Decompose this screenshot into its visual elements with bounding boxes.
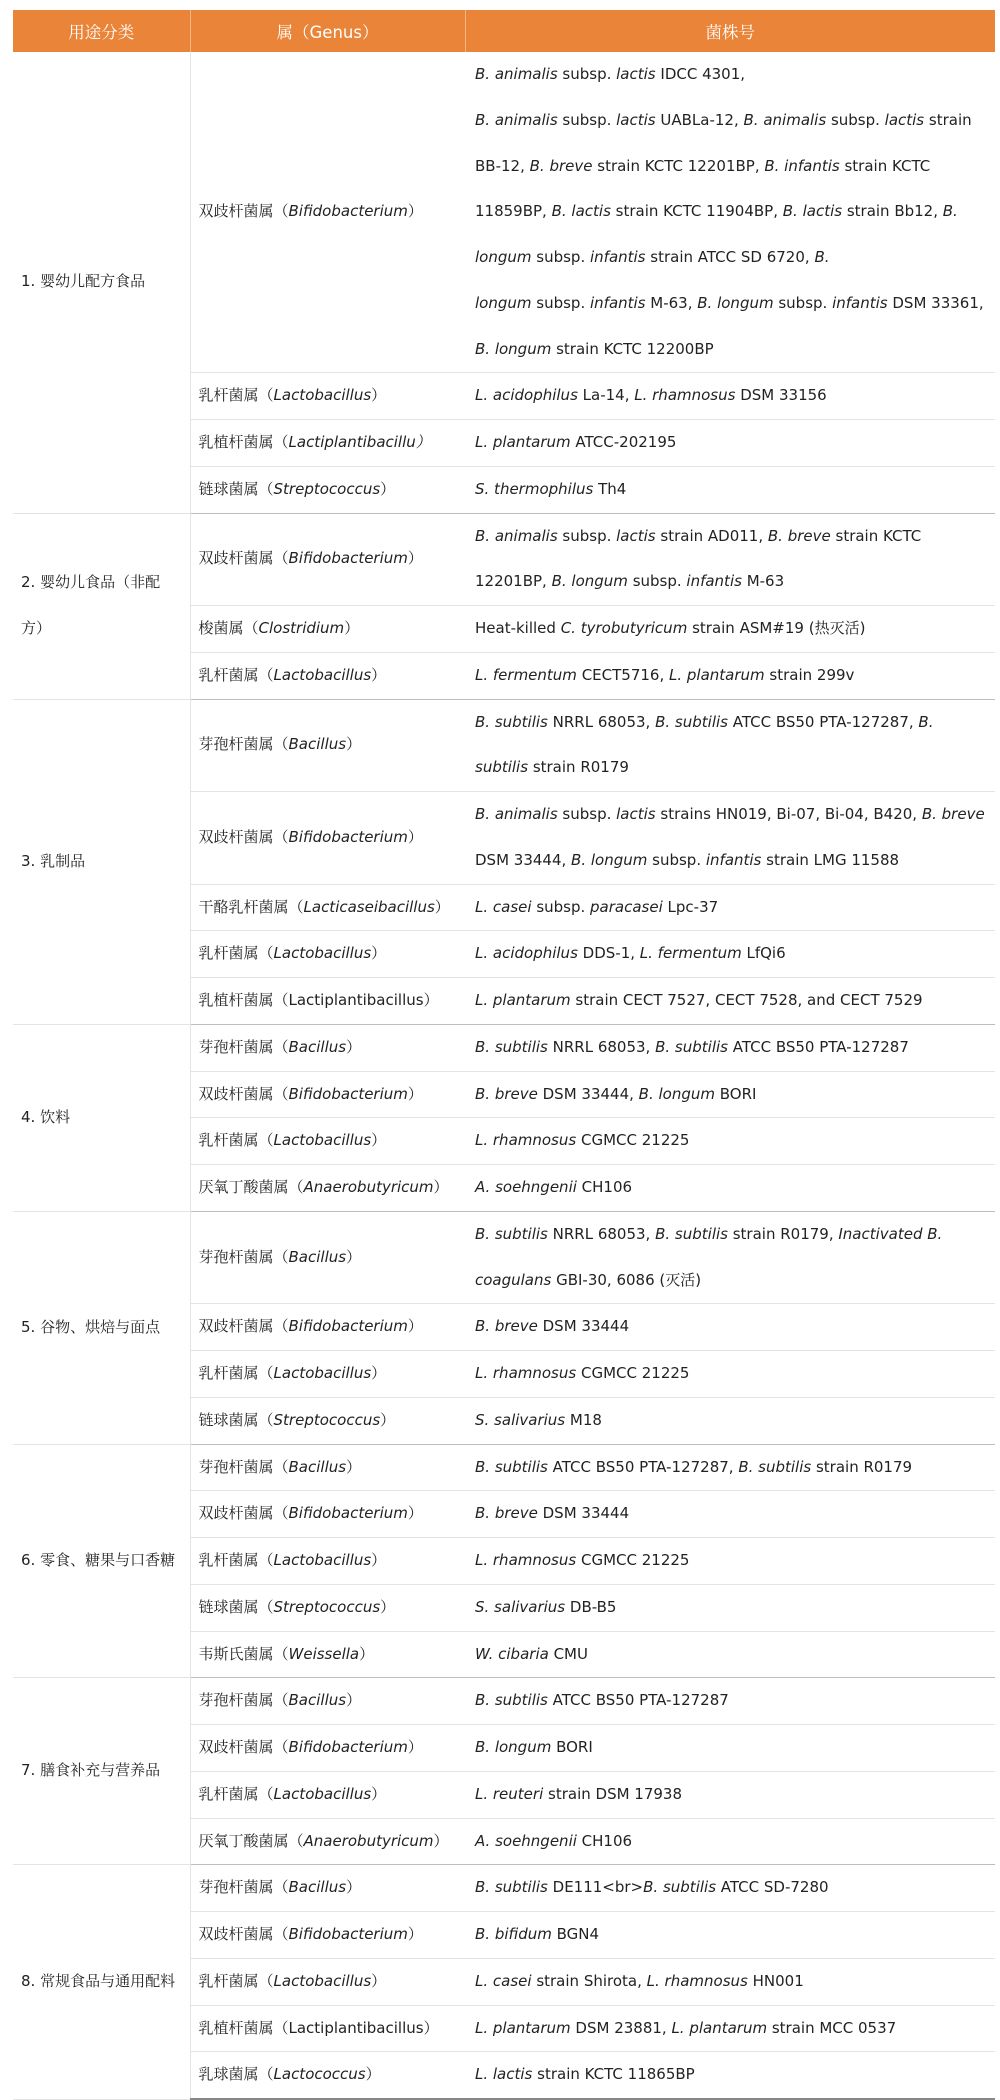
header-genus: 属（Genus） [190,10,465,52]
strain-cell: L. acidophilus DDS-1, L. fermentum LfQi6 [465,931,995,978]
strain-cell: L. rhamnosus CGMCC 21225 [465,1118,995,1165]
genus-cell: 芽孢杆菌属（Bacillus） [190,1024,465,1071]
genus-cell: 乳杆菌属（Lactobacillus） [190,373,465,420]
header-category: 用途分类 [13,10,190,52]
genus-cell: 厌氧丁酸菌属（Anaerobutyricum） [190,1165,465,1212]
genus-cell: 双歧杆菌属（Bifidobacterium） [190,1725,465,1772]
strain-cell: L. casei subsp. paracasei Lpc-37 [465,884,995,931]
strain-cell: L. plantarum strain CECT 7527, CECT 7528, and CECT 7529 [465,978,995,1025]
strain-cell: S. thermophilus Th4 [465,466,995,513]
strain-cell: B. subtilis ATCC BS50 PTA-127287 [465,1678,995,1725]
strain-cell: B. bifidum BGN4 [465,1912,995,1959]
genus-cell: 双歧杆菌属（Bifidobacterium） [190,52,465,373]
table-body [13,52,995,2099]
genus-cell: 芽孢杆菌属（Bacillus） [190,699,465,792]
table-row [13,52,995,373]
strain-cell: B. animalis subsp. lactis IDCC 4301, B. animalis subsp. lactis UABLa-12, B. animalis subsp. lactis strain BB-12, B. breve strain KCTC 12201BP, B. infantis strain KCTC 11859BP, B. lactis strain KCTC 11904BP, B. lactis strain Bb12, B. longum subsp. infantis strain ATCC SD 6720, B. longum subsp. infantis M-63, B. longum subsp. infantis DSM 33361, B. longum strain KCTC 12200BP [465,52,995,373]
strain-cell: L. rhamnosus CGMCC 21225 [465,1538,995,1585]
strain-cell: B. subtilis ATCC BS50 PTA-127287, B. subtilis strain R0179 [465,1444,995,1491]
genus-cell: 乳杆菌属（Lactobacillus） [190,652,465,699]
strain-cell: B. animalis subsp. lactis strains HN019, Bi-07, Bi-04, B420, B. breve DSM 33444, B. longum subsp. infantis strain LMG 11588 [465,792,995,885]
genus-cell: 韦斯氏菌属（Weissella） [190,1631,465,1678]
category-cell: 1. 婴幼儿配方食品 [13,52,190,513]
genus-cell: 梭菌属（Clostridium） [190,606,465,653]
genus-cell: 双歧杆菌属（Bifidobacterium） [190,1912,465,1959]
genus-cell: 乳植杆菌属（Lactiplantibacillu） [190,420,465,467]
genus-cell: 干酪乳杆菌属（Lacticaseibacillus） [190,884,465,931]
strain-cell: B. breve DSM 33444 [465,1304,995,1351]
genus-cell: 芽孢杆菌属（Bacillus） [190,1211,465,1304]
strain-cell: Heat-killed C. tyrobutyricum strain ASM#19 (热灭活) [465,606,995,653]
strain-cell: B. animalis subsp. lactis strain AD011, B. breve strain KCTC 12201BP, B. longum subsp. infantis M-63 [465,513,995,606]
probiotic-strain-table [13,10,995,2100]
strain-cell: S. salivarius M18 [465,1397,995,1444]
strain-cell: L. casei strain Shirota, L. rhamnosus HN001 [465,1958,995,2005]
strain-cell: A. soehngenii CH106 [465,1818,995,1865]
genus-cell: 链球菌属（Streptococcus） [190,1397,465,1444]
category-cell: 6. 零食、糖果与口香糖 [13,1444,190,1678]
genus-cell: 乳杆菌属（Lactobacillus） [190,931,465,978]
strain-cell: L. rhamnosus CGMCC 21225 [465,1351,995,1398]
genus-cell: 乳球菌属（Lactococcus） [190,2052,465,2099]
table-row [13,1865,995,1912]
strain-cell: B. longum BORI [465,1725,995,1772]
strain-cell: L. plantarum DSM 23881, L. plantarum strain MCC 0537 [465,2005,995,2052]
table-row [13,513,995,606]
genus-cell: 乳植杆菌属（Lactiplantibacillus） [190,978,465,1025]
category-cell: 4. 饮料 [13,1024,190,1211]
category-cell: 7. 膳食补充与营养品 [13,1678,190,1865]
category-cell: 2. 婴幼儿食品（非配方） [13,513,190,699]
genus-cell: 乳杆菌属（Lactobacillus） [190,1538,465,1585]
genus-cell: 双歧杆菌属（Bifidobacterium） [190,1071,465,1118]
genus-cell: 芽孢杆菌属（Bacillus） [190,1865,465,1912]
genus-cell: 厌氧丁酸菌属（Anaerobutyricum） [190,1818,465,1865]
table-row [13,1678,995,1725]
table-row [13,1444,995,1491]
strain-cell: B. breve DSM 33444, B. longum BORI [465,1071,995,1118]
strain-cell: L. lactis strain KCTC 11865BP [465,2052,995,2099]
strain-cell: B. subtilis NRRL 68053, B. subtilis strain R0179, Inactivated B. coagulans GBI-30, 6086 (灭活) [465,1211,995,1304]
genus-cell: 乳杆菌属（Lactobacillus） [190,1771,465,1818]
strain-cell: W. cibaria CMU [465,1631,995,1678]
header-strain: 菌株号 [465,10,995,52]
genus-cell: 乳植杆菌属（Lactiplantibacillus） [190,2005,465,2052]
category-cell: 8. 常规食品与通用配料 [13,1865,190,2099]
header-row [13,10,995,52]
genus-cell: 链球菌属（Streptococcus） [190,466,465,513]
genus-cell: 芽孢杆菌属（Bacillus） [190,1444,465,1491]
strain-cell: B. subtilis DE111<br>B. subtilis ATCC SD-7280 [465,1865,995,1912]
category-cell: 3. 乳制品 [13,699,190,1024]
genus-cell: 乳杆菌属（Lactobacillus） [190,1118,465,1165]
strain-cell: L. acidophilus La-14, L. rhamnosus DSM 33156 [465,373,995,420]
table-row [13,1024,995,1071]
table-header [13,10,995,52]
category-cell: 5. 谷物、烘焙与面点 [13,1211,190,1444]
genus-cell: 双歧杆菌属（Bifidobacterium） [190,1491,465,1538]
genus-cell: 乳杆菌属（Lactobacillus） [190,1958,465,2005]
strain-cell: B. subtilis NRRL 68053, B. subtilis ATCC BS50 PTA-127287 [465,1024,995,1071]
strain-cell: S. salivarius DB-B5 [465,1584,995,1631]
strain-cell: L. plantarum ATCC-202195 [465,420,995,467]
genus-cell: 芽孢杆菌属（Bacillus） [190,1678,465,1725]
genus-cell: 乳杆菌属（Lactobacillus） [190,1351,465,1398]
strain-cell: L. reuteri strain DSM 17938 [465,1771,995,1818]
genus-cell: 双歧杆菌属（Bifidobacterium） [190,1304,465,1351]
table-row [13,1211,995,1304]
genus-cell: 双歧杆菌属（Bifidobacterium） [190,513,465,606]
strain-cell: L. fermentum CECT5716, L. plantarum strain 299v [465,652,995,699]
genus-cell: 双歧杆菌属（Bifidobacterium） [190,792,465,885]
genus-cell: 链球菌属（Streptococcus） [190,1584,465,1631]
strain-cell: B. subtilis NRRL 68053, B. subtilis ATCC BS50 PTA-127287, B. subtilis strain R0179 [465,699,995,792]
strain-cell: A. soehngenii CH106 [465,1165,995,1212]
table-row [13,699,995,792]
strain-cell: B. breve DSM 33444 [465,1491,995,1538]
